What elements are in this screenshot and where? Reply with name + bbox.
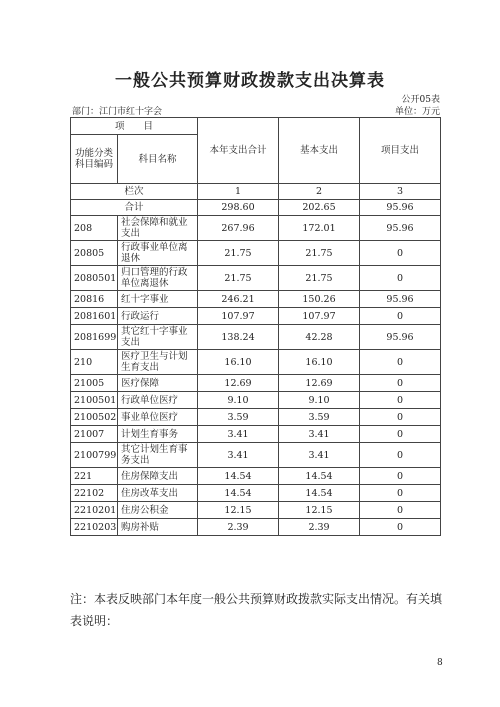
- row-total: 9.10: [198, 392, 279, 409]
- row-name: 医疗保障: [118, 375, 198, 392]
- row-name: 计划生育事务: [118, 426, 198, 443]
- header-col-label: 栏次: [71, 184, 198, 200]
- row-basic: 14.54: [279, 485, 360, 502]
- row-total: 14.54: [198, 468, 279, 485]
- row-name: 红十字事业: [118, 291, 198, 308]
- row-code: 2081601: [71, 308, 118, 325]
- footer-note: 注：本表反映部门本年度一般公共预算财政拨款实际支出情况。有关填表说明：: [70, 592, 443, 628]
- table-row: [71, 468, 441, 485]
- row-basic: 12.15: [279, 502, 360, 519]
- row-project: 0: [360, 485, 441, 502]
- total-basic: 202.65: [279, 200, 360, 216]
- row-basic: 3.41: [279, 426, 360, 443]
- row-code: 210: [71, 350, 118, 375]
- row-basic: 107.97: [279, 308, 360, 325]
- header-row-item: [71, 118, 441, 135]
- row-basic: 14.54: [279, 468, 360, 485]
- row-project: 0: [360, 350, 441, 375]
- table-row: [71, 519, 441, 536]
- row-total: 2.39: [198, 519, 279, 536]
- row-code: 2100799: [71, 443, 118, 468]
- row-code: 21005: [71, 375, 118, 392]
- row-code: 2210201: [71, 502, 118, 519]
- total-sum: 298.60: [198, 200, 279, 216]
- row-name: 行政事业单位离退休: [118, 241, 198, 266]
- unit-label: 单位：万元: [394, 107, 440, 117]
- row-total: 14.54: [198, 485, 279, 502]
- table-row: [71, 266, 441, 291]
- header-project: 项目支出: [360, 118, 441, 184]
- row-project: 0: [360, 519, 441, 536]
- table-title: 一般公共预算财政拨款支出决算表: [115, 71, 385, 91]
- row-basic: 16.10: [279, 350, 360, 375]
- row-name: 购房补贴: [118, 519, 198, 536]
- row-name: 行政运行: [118, 308, 198, 325]
- row-name: 归口管理的行政单位离退休: [118, 266, 198, 291]
- row-name: 行政单位医疗: [118, 392, 198, 409]
- row-project: 0: [360, 241, 441, 266]
- table-row: [71, 426, 441, 443]
- row-project: 0: [360, 502, 441, 519]
- department-label: 部门：江门市红十字会: [72, 107, 163, 117]
- table-row: [71, 502, 441, 519]
- table-row: [71, 392, 441, 409]
- row-project: 0: [360, 426, 441, 443]
- header-code: 功能分类科目编码: [71, 135, 118, 184]
- row-project: 0: [360, 392, 441, 409]
- header-name: 科目名称: [118, 135, 198, 184]
- page-number: 8: [437, 658, 443, 668]
- row-basic: 2.39: [279, 519, 360, 536]
- row-project: 0: [360, 308, 441, 325]
- row-total: 12.15: [198, 502, 279, 519]
- row-code: 20816: [71, 291, 118, 308]
- row-total: 3.41: [198, 426, 279, 443]
- row-basic: 21.75: [279, 266, 360, 291]
- total-project: 95.96: [360, 200, 441, 216]
- table-row: [71, 325, 441, 350]
- table-row: [71, 241, 441, 266]
- header-col-2: 2: [279, 184, 360, 200]
- table-row: [71, 308, 441, 325]
- row-basic: 3.59: [279, 409, 360, 426]
- row-project: 0: [360, 375, 441, 392]
- row-basic: 21.75: [279, 241, 360, 266]
- row-code: 2100502: [71, 409, 118, 426]
- row-basic: 150.26: [279, 291, 360, 308]
- row-code: 2100501: [71, 392, 118, 409]
- table-row: [71, 291, 441, 308]
- row-code: 221: [71, 468, 118, 485]
- row-basic: 9.10: [279, 392, 360, 409]
- header-col-3: 3: [360, 184, 441, 200]
- row-basic: 3.41: [279, 443, 360, 468]
- row-name: 住房保障支出: [118, 468, 198, 485]
- row-name: 其它计划生育事务支出: [118, 443, 198, 468]
- row-code: 21007: [71, 426, 118, 443]
- expenditure-table: [70, 117, 441, 536]
- row-name: 其它红十字事业支出: [118, 325, 198, 350]
- total-label: 合计: [71, 200, 198, 216]
- table-row: [71, 216, 441, 241]
- row-total: 3.59: [198, 409, 279, 426]
- row-name: 社会保障和就业支出: [118, 216, 198, 241]
- row-project: 0: [360, 409, 441, 426]
- row-code: 2080501: [71, 266, 118, 291]
- header-col-1: 1: [198, 184, 279, 200]
- row-code: 20805: [71, 241, 118, 266]
- row-project: 0: [360, 443, 441, 468]
- header-item: 项 目: [71, 118, 198, 135]
- row-project: 95.96: [360, 325, 441, 350]
- row-code: 22102: [71, 485, 118, 502]
- row-total: 3.41: [198, 443, 279, 468]
- row-total: 21.75: [198, 266, 279, 291]
- row-name: 住房改革支出: [118, 485, 198, 502]
- row-total: 267.96: [198, 216, 279, 241]
- row-project: 95.96: [360, 291, 441, 308]
- row-code: 208: [71, 216, 118, 241]
- row-name: 住房公积金: [118, 502, 198, 519]
- total-row: [71, 200, 441, 216]
- row-project: 0: [360, 266, 441, 291]
- row-code: 2210203: [71, 519, 118, 536]
- table-row: [71, 485, 441, 502]
- table-row: [71, 350, 441, 375]
- row-total: 138.24: [198, 325, 279, 350]
- table-row: [71, 375, 441, 392]
- row-basic: 12.69: [279, 375, 360, 392]
- row-total: 16.10: [198, 350, 279, 375]
- row-total: 246.21: [198, 291, 279, 308]
- header-total: 本年支出合计: [198, 118, 279, 184]
- row-total: 107.97: [198, 308, 279, 325]
- row-total: 21.75: [198, 241, 279, 266]
- row-project: 0: [360, 468, 441, 485]
- row-total: 12.69: [198, 375, 279, 392]
- form-code: 公开05表: [401, 95, 440, 105]
- row-basic: 172.01: [279, 216, 360, 241]
- table-row: [71, 443, 441, 468]
- row-basic: 42.28: [279, 325, 360, 350]
- row-name: 医疗卫生与计划生育支出: [118, 350, 198, 375]
- header-basic: 基本支出: [279, 118, 360, 184]
- row-code: 2081699: [71, 325, 118, 350]
- header-row-index: [71, 184, 441, 200]
- table-row: [71, 409, 441, 426]
- row-project: 95.96: [360, 216, 441, 241]
- row-name: 事业单位医疗: [118, 409, 198, 426]
